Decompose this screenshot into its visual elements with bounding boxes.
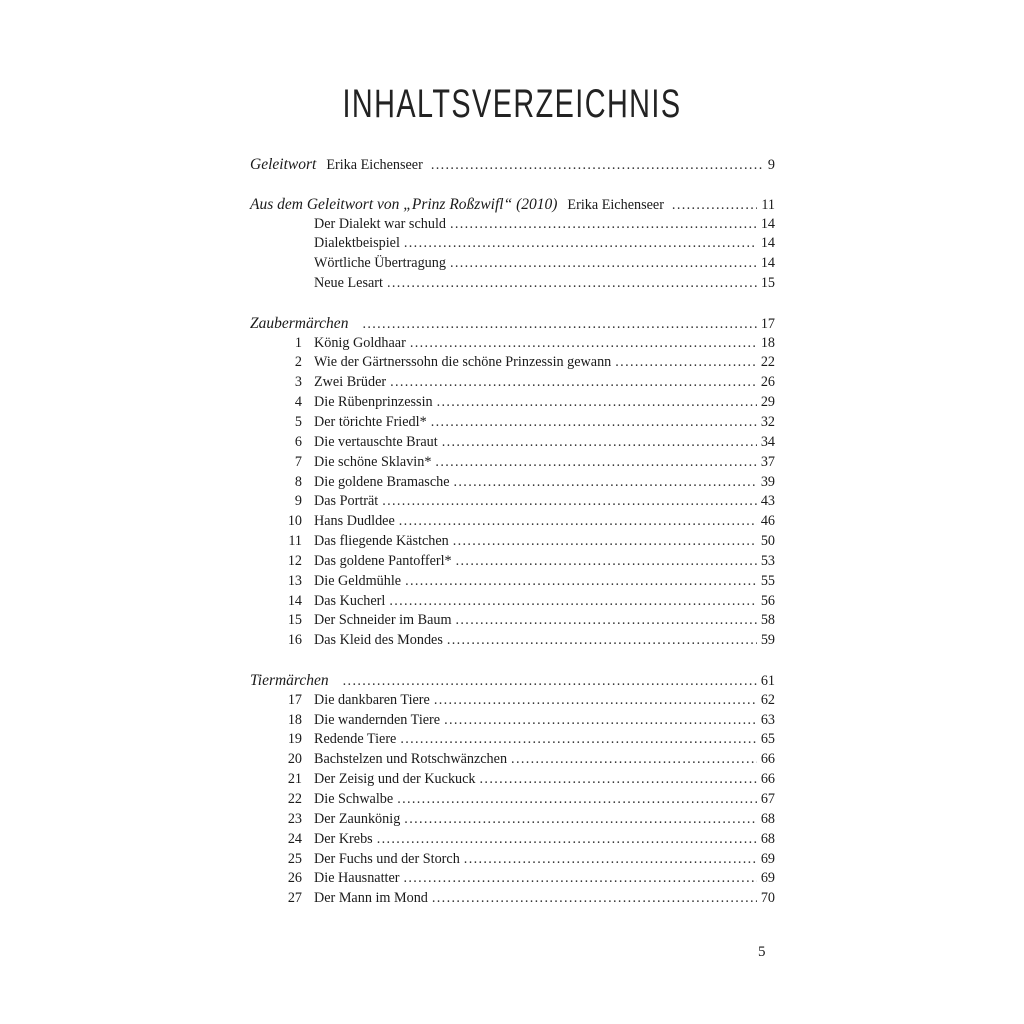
entry-title: Der Dialekt war schuld: [314, 215, 446, 232]
entry-title: Die Rübenprinzessin: [314, 394, 433, 411]
tiermaerchen-entries: [250, 691, 775, 909]
entry-title: König Goldhaar: [314, 334, 406, 351]
dot-leader: [387, 274, 757, 294]
toc-entry[interactable]: [250, 334, 775, 354]
toc-entry[interactable]: [250, 453, 775, 473]
dot-leader: [382, 492, 757, 512]
page-ref: 69: [760, 850, 775, 867]
dot-leader: [390, 373, 757, 393]
page-ref: 26: [760, 374, 775, 391]
toc-entry[interactable]: [250, 850, 775, 870]
dot-leader: [397, 790, 757, 810]
section-spacer: [250, 651, 775, 671]
entry-number: 16: [287, 632, 302, 649]
page-ref: 68: [760, 810, 775, 827]
entry-number: 1: [294, 334, 302, 351]
toc-entry[interactable]: [250, 274, 775, 294]
entry-title: Das Kucherl: [314, 592, 386, 609]
page-ref: 69: [760, 870, 775, 887]
entry-title: Wie der Gärtnerssohn die schöne Prinzessin gewann: [314, 354, 612, 371]
entry-number: 2: [294, 354, 302, 371]
entry-number: 17: [287, 691, 302, 708]
entry-number: 12: [287, 552, 302, 569]
toc-section-tiermaerchen[interactable]: [250, 671, 775, 691]
toc-entry[interactable]: [250, 532, 775, 552]
page-ref: 9: [767, 157, 775, 173]
dot-leader: [511, 750, 757, 770]
toc-entry[interactable]: [250, 810, 775, 830]
page-number: 5: [758, 944, 766, 960]
entry-title: Die Geldmühle: [314, 572, 402, 589]
dot-leader: [410, 334, 757, 354]
dot-leader: [480, 770, 757, 790]
toc-section-zaubermaerchen[interactable]: [250, 314, 775, 334]
entry-title: Der Schneider im Baum: [314, 612, 452, 629]
entry-title: Die vertauschte Braut: [314, 433, 438, 450]
aus-dem-subsections: [250, 215, 775, 294]
page-ref: 14: [760, 255, 775, 272]
entry-number: 25: [287, 850, 302, 867]
page-ref: 68: [760, 830, 775, 847]
page-ref: 66: [760, 751, 775, 768]
page-ref: 11: [761, 196, 775, 213]
entry-number: 13: [287, 572, 302, 589]
page-ref: 53: [760, 552, 775, 569]
entry-number: 27: [287, 890, 302, 907]
toc-entry[interactable]: [250, 711, 775, 731]
entry-title: Zwei Brüder: [314, 374, 387, 391]
toc-entry[interactable]: [250, 234, 775, 254]
entry-number: 14: [287, 592, 302, 609]
entry-title: Wörtliche Übertragung: [314, 255, 446, 272]
entry-title: Das Porträt: [314, 493, 379, 510]
entry-title: Dialektbeispiel: [314, 235, 400, 252]
entry-number: 8: [294, 473, 302, 490]
page-ref: 39: [760, 473, 775, 490]
dot-leader: [434, 691, 757, 711]
entry-title: Der Mann im Mond: [314, 890, 428, 907]
toc-entry[interactable]: [250, 691, 775, 711]
entry-number: 4: [294, 394, 302, 411]
section-spacer: [250, 175, 775, 195]
dot-leader: [442, 433, 757, 453]
toc-entry[interactable]: [250, 393, 775, 413]
page-ref: 62: [760, 691, 775, 708]
toc-section-geleitwort[interactable]: [250, 155, 775, 175]
toc-entry[interactable]: [250, 433, 775, 453]
dot-leader: [400, 730, 756, 750]
dot-leader: [672, 196, 757, 216]
toc-entry[interactable]: [250, 215, 775, 235]
entry-number: 15: [287, 612, 302, 629]
entry-title: Hans Dudldee: [314, 513, 395, 530]
page-ref: 43: [760, 493, 775, 510]
dot-leader: [464, 850, 757, 870]
dot-leader: [435, 453, 756, 473]
page-ref: 61: [760, 672, 775, 689]
toc-entry[interactable]: [250, 592, 775, 612]
page-ref: 15: [760, 275, 775, 292]
dot-leader: [456, 552, 757, 572]
dot-leader: [404, 810, 757, 830]
dot-leader: [453, 532, 757, 552]
page-ref: 70: [760, 890, 775, 907]
dot-leader: [615, 353, 757, 373]
toc-entry[interactable]: [250, 631, 775, 651]
entry-title: Der Zaunkönig: [314, 810, 401, 827]
toc-section-aus-dem-geleitwort[interactable]: [250, 195, 775, 215]
dot-leader: [399, 512, 757, 532]
section-author: Erika Eichenseer: [326, 157, 423, 173]
dot-leader: [447, 631, 757, 651]
page-ref: 50: [760, 533, 775, 550]
toc-entry[interactable]: [250, 869, 775, 889]
entry-title: Die schöne Sklavin*: [314, 453, 432, 470]
entry-title: Der Zeisig und der Kuckuck: [314, 771, 476, 788]
entry-number: 6: [294, 433, 302, 450]
page-ref: 22: [760, 354, 775, 371]
dot-leader: [405, 572, 757, 592]
entry-title: Redende Tiere: [314, 731, 397, 748]
page-ref: 46: [760, 513, 775, 530]
dot-leader: [431, 156, 764, 176]
toc-entry[interactable]: [250, 254, 775, 274]
toc-entry[interactable]: [250, 889, 775, 909]
toc-entry[interactable]: [250, 750, 775, 770]
entry-number: 26: [287, 870, 302, 887]
toc-entry[interactable]: [250, 512, 775, 532]
entry-number: 21: [287, 771, 302, 788]
entry-number: 23: [287, 810, 302, 827]
entry-title: Der Krebs: [314, 830, 373, 847]
dot-leader: [432, 889, 757, 909]
section-label: Aus dem Geleitwort von „Prinz Roßzwifl“ (2010): [250, 195, 558, 213]
section-label: Zaubermärchen: [250, 314, 349, 332]
toc-entry[interactable]: [250, 373, 775, 393]
page-ref: 58: [760, 612, 775, 629]
entry-title: Die dankbaren Tiere: [314, 691, 430, 708]
toc-entry[interactable]: [250, 353, 775, 373]
toc-entry[interactable]: [250, 492, 775, 512]
entry-title: Das goldene Pantofferl*: [314, 552, 452, 569]
dot-leader: [431, 413, 757, 433]
entry-number: 24: [287, 830, 302, 847]
page-ref: 55: [760, 572, 775, 589]
toc-entry[interactable]: [250, 790, 775, 810]
dot-leader: [444, 711, 757, 731]
dot-leader: [454, 473, 757, 493]
entry-title: Die goldene Bramasche: [314, 473, 450, 490]
entry-title: Neue Lesart: [314, 275, 383, 292]
dot-leader: [404, 869, 757, 889]
toc-entry[interactable]: [250, 730, 775, 750]
page-ref: 67: [760, 791, 775, 807]
page-ref: 59: [760, 632, 775, 649]
entry-number: 5: [294, 413, 302, 430]
entry-title: Das fliegende Kästchen: [314, 533, 449, 550]
dot-leader: [389, 592, 757, 612]
dot-leader: [456, 611, 757, 631]
table-of-contents: [250, 155, 775, 909]
entry-number: 22: [287, 791, 302, 807]
page-ref: 18: [760, 334, 775, 351]
page-ref: 63: [760, 711, 775, 728]
entry-number: 3: [294, 374, 302, 391]
entry-number: 7: [294, 453, 302, 470]
page-ref: 56: [760, 592, 775, 609]
dot-leader: [450, 254, 757, 274]
page-ref: 17: [760, 315, 775, 332]
page-ref: 37: [760, 453, 775, 470]
section-author: Erika Eichenseer: [567, 196, 664, 213]
zaubermaerchen-entries: [250, 334, 775, 652]
entry-number: 18: [287, 711, 302, 728]
toc-entry[interactable]: [250, 830, 775, 850]
dot-leader: [362, 315, 756, 335]
page-ref: 65: [760, 731, 775, 748]
dot-leader: [450, 215, 757, 235]
toc-entry[interactable]: [250, 413, 775, 433]
dot-leader: [437, 393, 757, 413]
page-ref: 14: [760, 235, 775, 252]
dot-leader: [404, 234, 757, 254]
toc-entry[interactable]: [250, 473, 775, 493]
entry-title: Der Fuchs und der Storch: [314, 850, 460, 867]
section-label: Tiermärchen: [250, 671, 329, 689]
dot-leader: [343, 672, 757, 692]
section-label: Geleitwort: [250, 156, 317, 173]
page-ref: 32: [760, 413, 775, 430]
entry-title: Die Schwalbe: [314, 791, 394, 807]
toc-entry[interactable]: [250, 552, 775, 572]
page-ref: 14: [760, 215, 775, 232]
entry-number: 9: [294, 493, 302, 510]
toc-entry[interactable]: [250, 611, 775, 631]
dot-leader: [377, 830, 757, 850]
toc-entry[interactable]: [250, 572, 775, 592]
entry-number: 19: [287, 731, 302, 748]
page-title: INHALTSVERZEICHNIS: [342, 82, 682, 126]
entry-title: Die Hausnatter: [314, 870, 400, 887]
entry-title: Das Kleid des Mondes: [314, 632, 443, 649]
entry-title: Bachstelzen und Rotschwänzchen: [314, 751, 508, 768]
entry-title: Der törichte Friedl*: [314, 413, 427, 430]
section-spacer: [250, 294, 775, 314]
page-ref: 29: [760, 394, 775, 411]
entry-number: 10: [287, 513, 302, 530]
page-ref: 34: [760, 433, 775, 450]
entry-number: 20: [287, 751, 302, 768]
entry-title: Die wandernden Tiere: [314, 711, 441, 728]
toc-entry[interactable]: [250, 770, 775, 790]
entry-number: 11: [288, 533, 302, 550]
page-ref: 66: [760, 771, 775, 788]
